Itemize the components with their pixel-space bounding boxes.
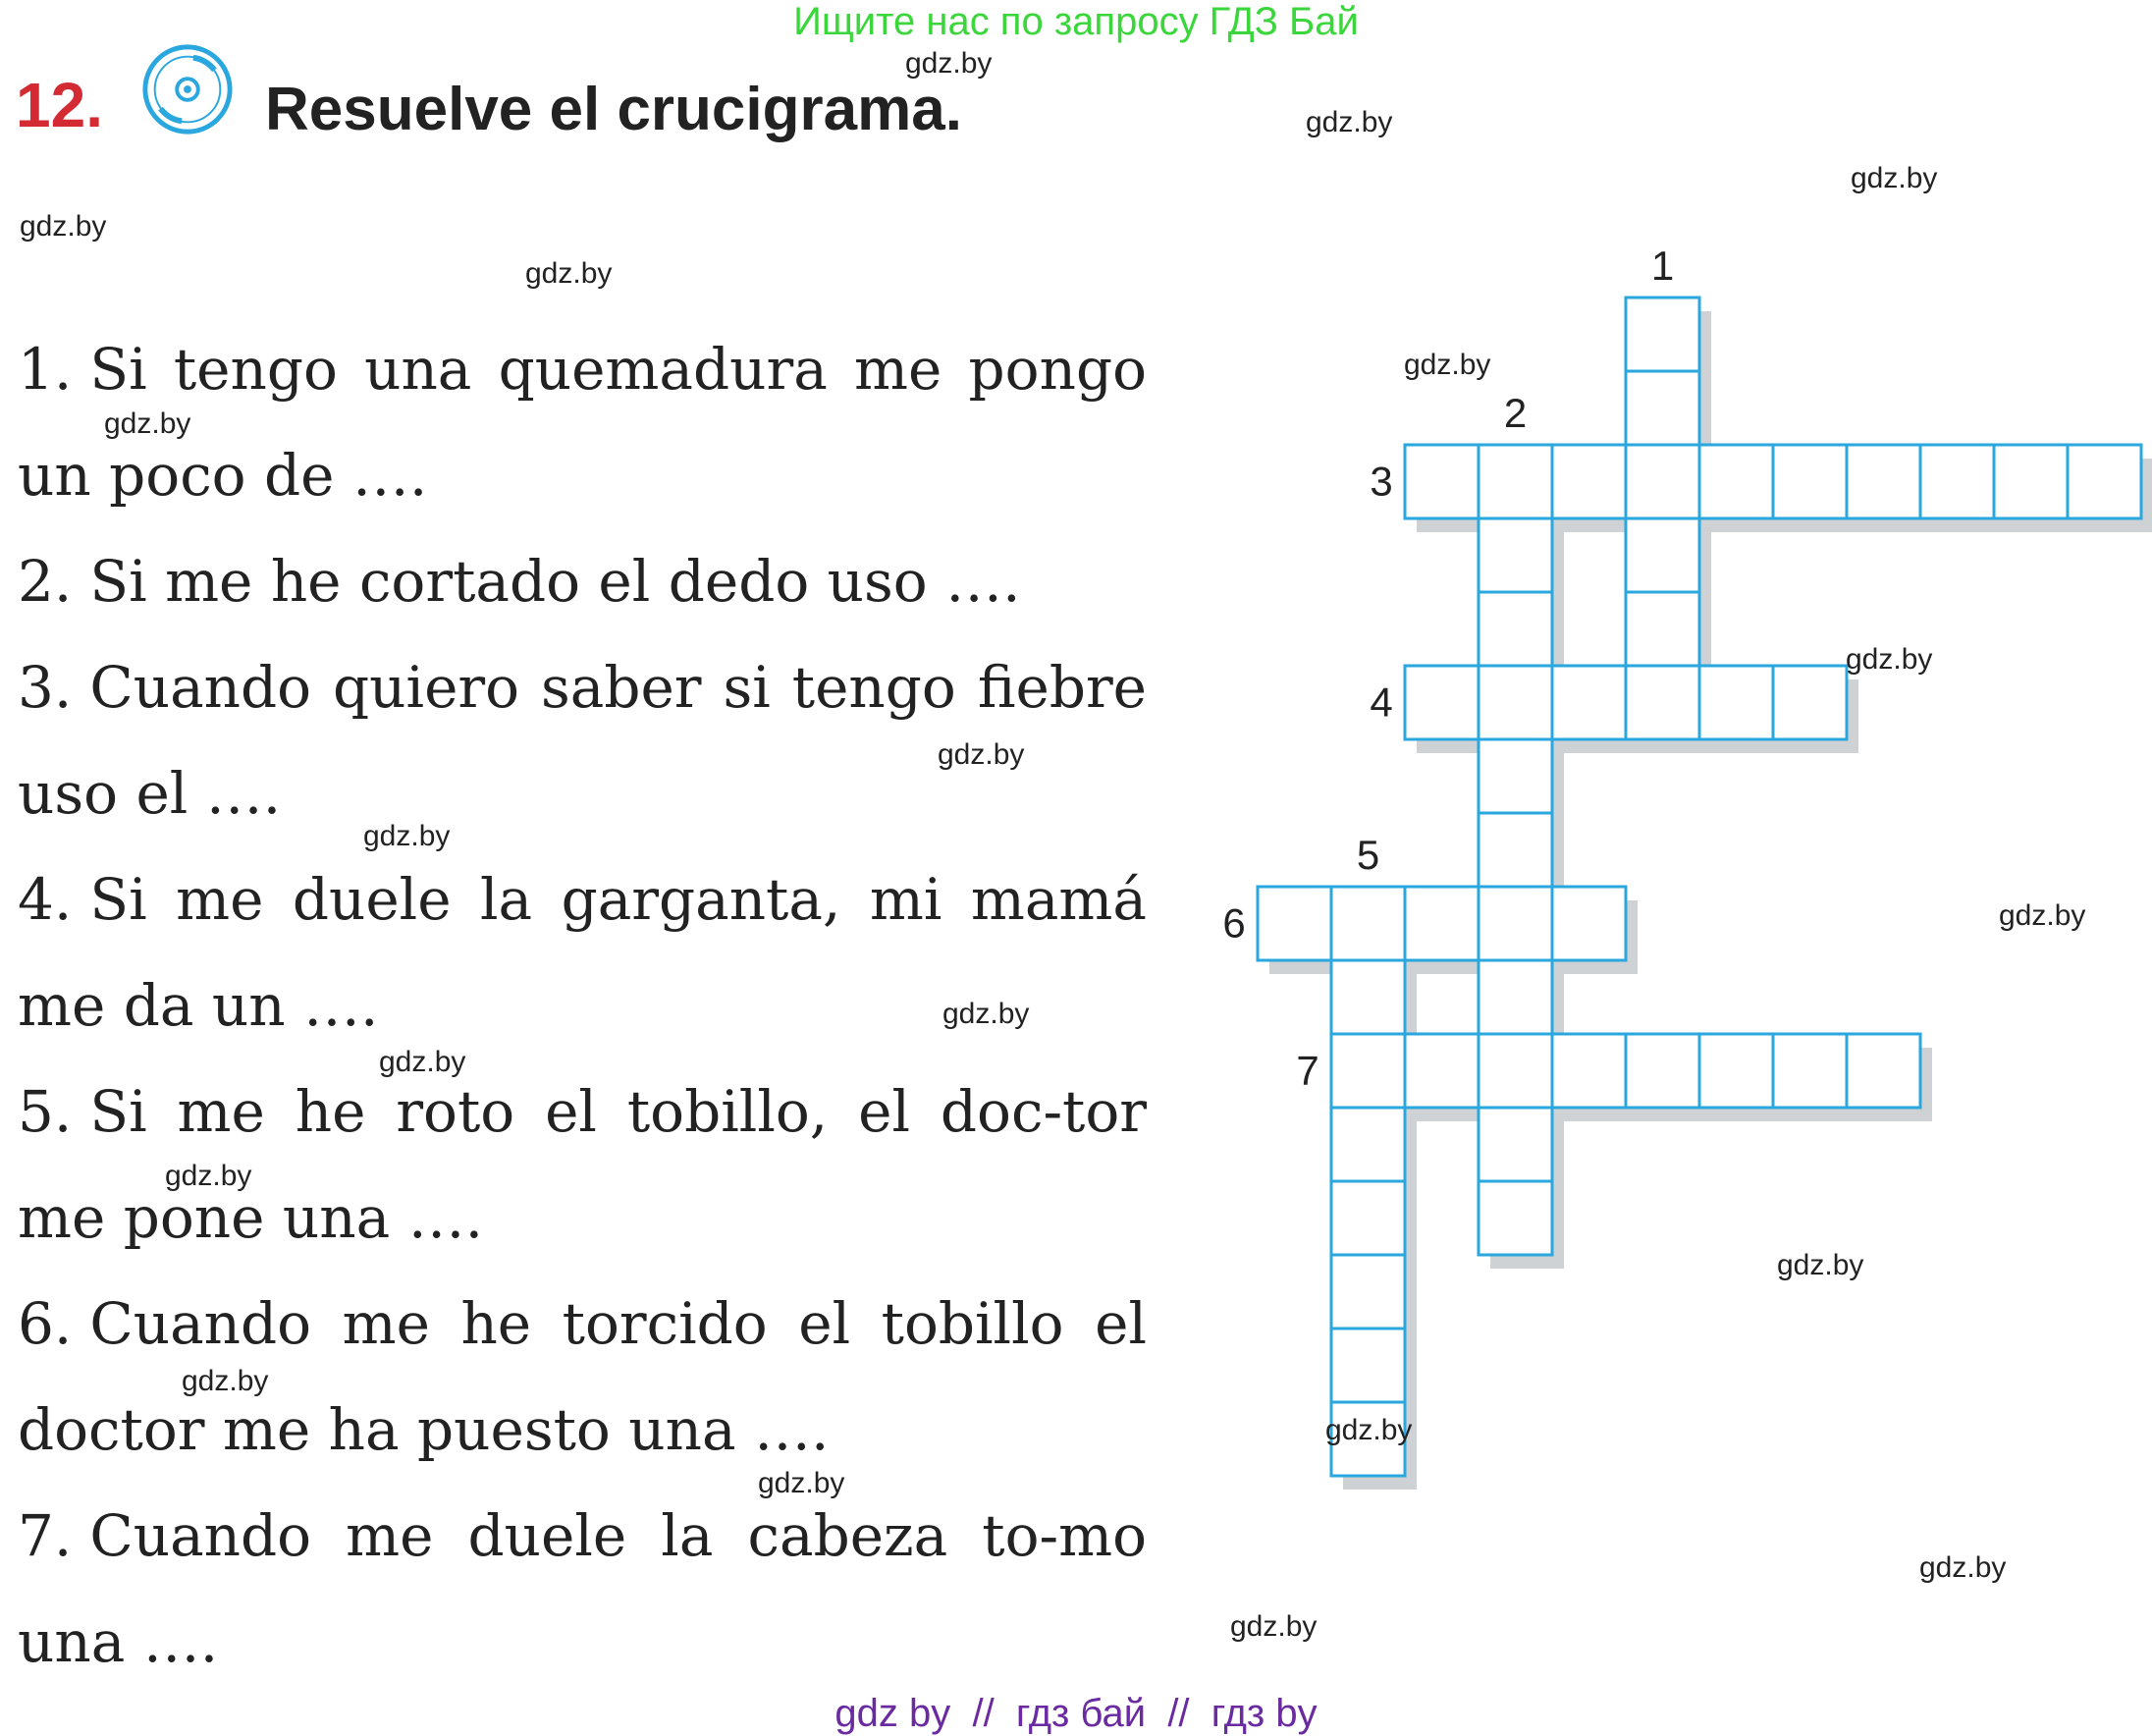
crossword-cell[interactable]	[1626, 1034, 1699, 1108]
crossword-cell[interactable]	[1699, 666, 1773, 739]
watermark: gdz.by	[1999, 899, 2086, 932]
crossword-cell[interactable]	[1405, 1034, 1479, 1108]
crossword-cell[interactable]	[1479, 1181, 1552, 1255]
search-banner: Ищите нас по запросу ГДЗ Бай	[793, 0, 1359, 43]
watermark: gdz.by	[363, 820, 451, 852]
watermark: gdz.by	[1404, 349, 1491, 381]
crossword-cell[interactable]	[1552, 887, 1626, 960]
clue-number: 3.	[18, 654, 73, 721]
clue-number: 6.	[18, 1290, 73, 1357]
crossword-cell[interactable]	[1552, 1034, 1626, 1108]
crossword-cell[interactable]	[1479, 739, 1552, 813]
crossword-number-6: 6	[1222, 899, 1246, 947]
crossword-cell[interactable]	[1994, 445, 2068, 518]
crossword-cell[interactable]	[1626, 445, 1699, 518]
crossword-cell[interactable]	[1479, 1108, 1552, 1181]
crossword-number-3: 3	[1370, 458, 1393, 505]
crossword-cell[interactable]	[1331, 1034, 1405, 1108]
footer-links: gdz by // гдз бай // гдз by	[834, 1692, 1318, 1735]
watermark: gdz.by	[1306, 106, 1393, 138]
crossword-cell[interactable]	[1699, 445, 1773, 518]
exercise-title: Resuelve el crucigrama.	[265, 76, 962, 143]
crossword-cell[interactable]	[1479, 445, 1552, 518]
crossword-cell[interactable]	[1258, 887, 1331, 960]
crossword-cell[interactable]	[1479, 518, 1552, 592]
crossword-cell[interactable]	[1331, 1181, 1405, 1255]
watermark: gdz.by	[905, 47, 993, 80]
crossword-cell[interactable]	[1847, 1034, 1920, 1108]
watermark: gdz.by	[1919, 1551, 2007, 1584]
clue-text: Si me duele la garganta, mi mamá me da un ….	[18, 866, 1147, 1039]
crossword-cell[interactable]	[1552, 445, 1626, 518]
crossword-cell[interactable]	[1331, 1108, 1405, 1181]
clue-number: 4.	[18, 866, 73, 933]
clue-text: Si me he cortado el dedo uso ….	[89, 548, 1021, 615]
crossword-cell[interactable]	[1331, 1329, 1405, 1402]
clue-text: Cuando me duele la cabeza to-mo una ….	[18, 1502, 1147, 1675]
watermark: gdz.by	[182, 1365, 269, 1397]
crossword-cell[interactable]	[1331, 960, 1405, 1034]
clue-text: Cuando me he torcido el tobillo el doctor me ha puesto una ….	[18, 1290, 1147, 1463]
crossword-number-7: 7	[1296, 1047, 1319, 1094]
watermark: gdz.by	[20, 210, 107, 243]
crossword-cell[interactable]	[1479, 813, 1552, 887]
clue-text: Cuando quiero saber si tengo fiebre uso el ….	[18, 654, 1147, 827]
watermark: gdz.by	[379, 1046, 466, 1078]
crossword-cell[interactable]	[1479, 887, 1552, 960]
clue-number: 2.	[18, 548, 73, 615]
watermark: gdz.by	[942, 998, 1030, 1030]
crossword-number-1: 1	[1650, 243, 1675, 289]
crossword-cell[interactable]	[1626, 666, 1699, 739]
crossword-cell[interactable]	[1552, 666, 1626, 739]
clue-number: 5.	[18, 1078, 73, 1145]
crossword-cell[interactable]	[2068, 445, 2141, 518]
crossword-cell[interactable]	[1405, 887, 1479, 960]
crossword-cell[interactable]	[1920, 445, 1994, 518]
watermark: gdz.by	[1325, 1414, 1413, 1446]
watermark: gdz.by	[1230, 1610, 1318, 1643]
clue-number: 7.	[18, 1502, 73, 1569]
crossword-cell[interactable]	[1699, 1034, 1773, 1108]
crossword-cell[interactable]	[1847, 445, 1920, 518]
clue-number: 1.	[18, 336, 73, 403]
crossword-cell[interactable]	[1479, 1034, 1552, 1108]
crossword-cell[interactable]	[1773, 666, 1847, 739]
clue-text: Si tengo una quemadura me pongo un poco de ….	[18, 336, 1147, 509]
clue-text: Si me he roto el tobillo, el doc-tor me pone una ….	[18, 1078, 1147, 1251]
crossword-number-4: 4	[1370, 678, 1393, 726]
crossword-cell[interactable]	[1479, 666, 1552, 739]
crossword-cell[interactable]	[1626, 592, 1699, 666]
watermark: gdz.by	[938, 738, 1025, 771]
crossword-cell[interactable]	[1479, 960, 1552, 1034]
exercise-number: 12.	[16, 70, 103, 140]
watermark: gdz.by	[758, 1467, 845, 1499]
watermark: gdz.by	[104, 407, 191, 440]
crossword-cell[interactable]	[1405, 666, 1479, 739]
crossword-cell[interactable]	[1405, 445, 1479, 518]
crossword-cell[interactable]	[1331, 1255, 1405, 1329]
crossword-cell[interactable]	[1479, 592, 1552, 666]
crossword-cell[interactable]	[1626, 298, 1699, 371]
crossword-number-2: 2	[1503, 390, 1528, 436]
watermark: gdz.by	[1777, 1249, 1864, 1281]
watermark: gdz.by	[525, 257, 613, 290]
crossword-cell[interactable]	[1773, 445, 1847, 518]
crossword-cell[interactable]	[1773, 1034, 1847, 1108]
watermark: gdz.by	[165, 1160, 252, 1192]
watermark: gdz.by	[1851, 162, 1938, 194]
watermark: gdz.by	[1846, 643, 1933, 676]
crossword-number-5: 5	[1356, 832, 1380, 878]
crossword-cell[interactable]	[1626, 371, 1699, 445]
crossword-cell[interactable]	[1331, 887, 1405, 960]
crossword-cell[interactable]	[1626, 518, 1699, 592]
